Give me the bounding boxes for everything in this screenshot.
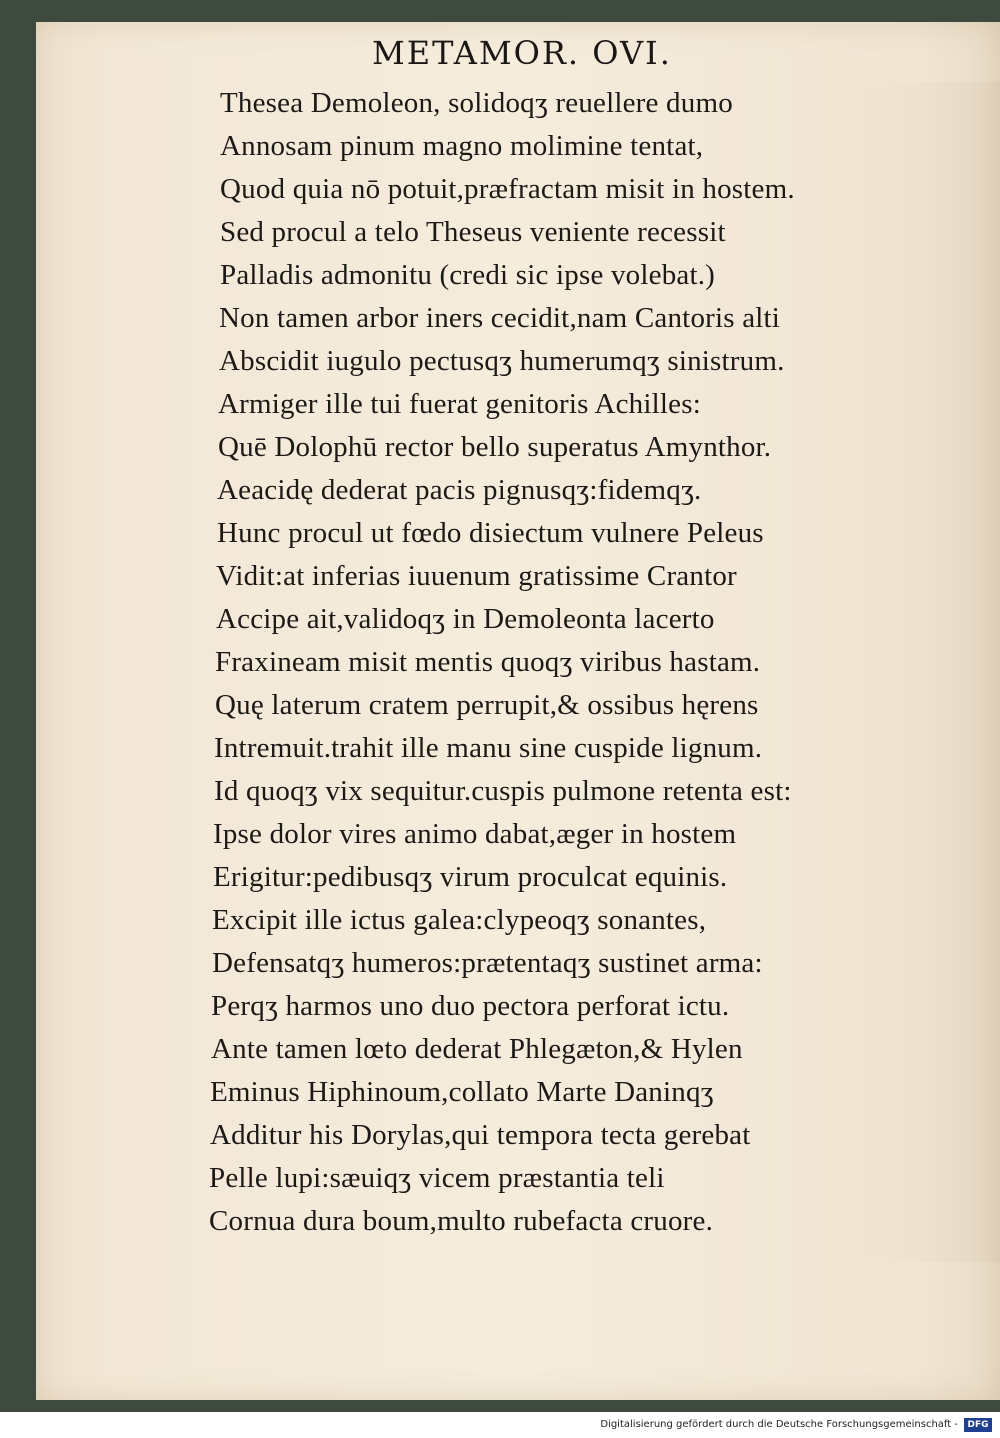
verse-line: Id quoqʒ vix sequitur.cuspis pulmone retenta est:	[214, 775, 792, 807]
verse-line: Pelle lupi:sæuiqʒ vicem præstantia teli	[209, 1162, 665, 1194]
verse-line: Excipit ille ictus galea:clypeoqʒ sonantes,	[212, 904, 707, 936]
verse-line: Annosam pinum magno molimine tentat,	[220, 130, 704, 162]
verse-line: Sed procul a telo Theseus veniente recessit	[220, 216, 726, 248]
verse-line: Armiger ille tui fuerat genitoris Achilles:	[218, 388, 701, 420]
verse-line: Accipe ait,validoqʒ in Demoleonta lacerto	[216, 603, 715, 635]
footer-bar	[0, 1412, 1000, 1438]
verse-line: Quē Dolophū rector bello superatus Amynthor.	[218, 431, 772, 463]
verse-line: Erigitur:pedibusqʒ virum proculcat equinis.	[213, 861, 728, 893]
verse-line: Ipse dolor vires animo dabat,æger in hostem	[213, 818, 737, 850]
verse-line: Fraxineam misit mentis quoqʒ viribus hastam.	[215, 646, 761, 678]
verse-line: Thesea Demoleon, solidoqʒ reuellere dumo	[220, 87, 733, 119]
show-through-area	[840, 82, 1000, 1262]
verse-line: Intremuit.trahit ille manu sine cuspide lignum.	[214, 732, 763, 764]
verse-line: Vidit:at inferias iuuenum gratissime Crantor	[216, 560, 737, 592]
funding-credit: Digitalisierung gefördert durch die Deutsche Forschungsgemeinschaft -	[600, 1419, 958, 1430]
verse-line: Quod quia nō potuit,præfractam misit in hostem.	[220, 173, 795, 205]
verse-line: Cornua dura boum,multo rubefacta cruore.	[209, 1205, 714, 1237]
running-header: METAMOR. OVI.	[372, 34, 672, 72]
verse-line: Abscidit iugulo pectusqʒ humerumqʒ sinistrum.	[219, 345, 785, 377]
verse-line: Additur his Dorylas,qui tempora tecta gerebat	[210, 1119, 751, 1151]
verse-line: Eminus Hiphinoum,collato Marte Daninqʒ	[210, 1076, 714, 1108]
verse-line: Aeacidę dederat pacis pignusqʒ:fidemqʒ.	[217, 474, 702, 506]
verse-line: Ante tamen lœto dederat Phlegæton,& Hylen	[211, 1033, 743, 1065]
dfg-logo: DFG	[964, 1418, 992, 1432]
verse-line: Perqʒ harmos uno duo pectora perforat ictu.	[211, 990, 730, 1022]
verse-line: Defensatqʒ humeros:prætentaqʒ sustinet arma:	[212, 947, 763, 979]
verse-line: Non tamen arbor iners cecidit,nam Cantoris alti	[219, 302, 781, 334]
verse-line: Palladis admonitu (credi sic ipse volebat.)	[220, 259, 716, 291]
verse-line: Quę laterum cratem perrupit,& ossibus hęrens	[215, 689, 759, 721]
verse-line: Hunc procul ut fœdo disiectum vulnere Peleus	[217, 517, 764, 549]
